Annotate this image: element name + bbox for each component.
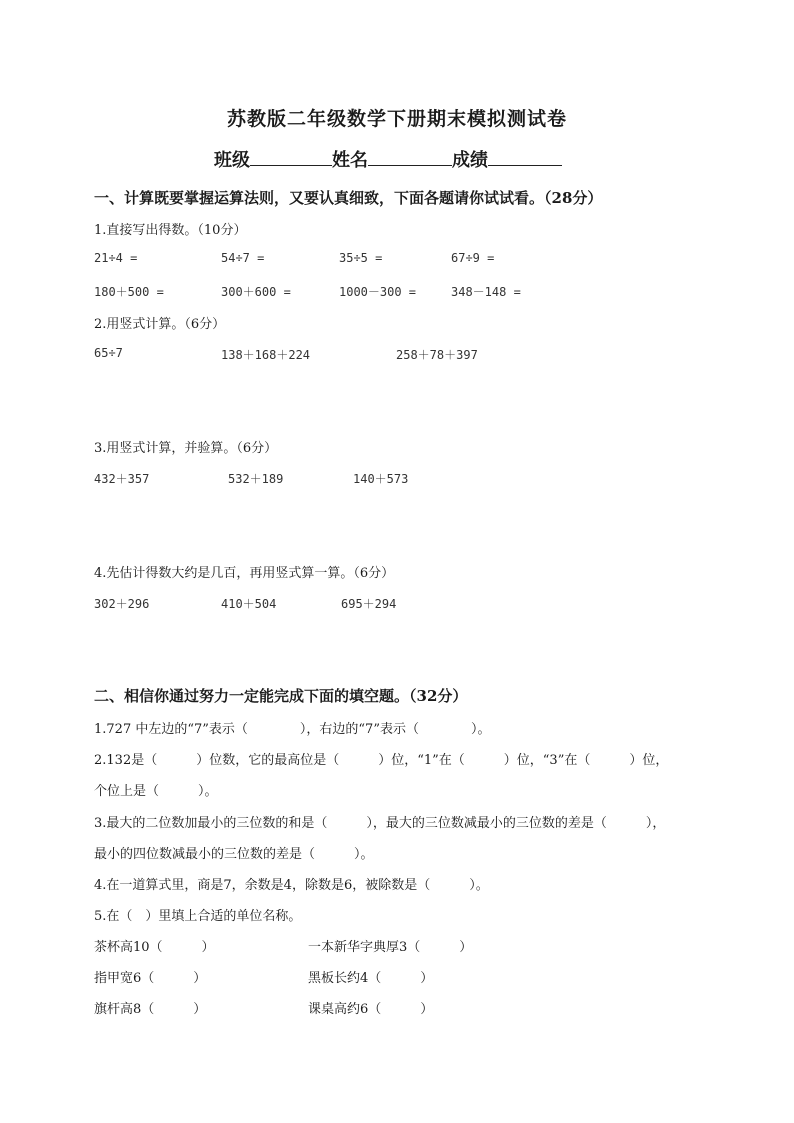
s1-q3-expr: 532＋189 xyxy=(228,472,284,486)
s2-q5-item: 指甲宽6（ ） xyxy=(94,971,207,986)
s1-q3-label: 3.用竖式计算，并验算。（6分） xyxy=(94,441,278,456)
s2-q2-line2: 个位上是（ ）。 xyxy=(94,784,218,799)
s2-q3-line1: 3.最大的二位数加最小的三位数的和是（ ），最大的三位数减最小的三位数的差是（ ）， xyxy=(94,816,666,831)
s1-q1-expr: 54÷7 = xyxy=(221,251,265,265)
s1-q4-expr: 410＋504 xyxy=(221,597,277,611)
score-blank[interactable] xyxy=(488,147,562,166)
s1-q1-expr: 180＋500 = xyxy=(94,285,164,299)
s1-q4-expr: 302＋296 xyxy=(94,597,150,611)
s2-q5-item: 课桌高约6（ ） xyxy=(308,1002,434,1017)
class-label: 班级 xyxy=(214,150,250,171)
s1-q1-expr: 35÷5 = xyxy=(339,251,383,265)
s1-q3-expr: 140＋573 xyxy=(353,472,409,486)
s1-q1-expr: 348－148 = xyxy=(451,285,521,299)
section1-heading: 一、计算既要掌握运算法则，又要认真细致，下面各题请你试试看。（28分） xyxy=(94,189,603,207)
s2-q5-item: 一本新华字典厚3（ ） xyxy=(308,940,473,955)
s1-q1-expr: 1000－300 = xyxy=(339,285,417,299)
s2-q4: 4.在一道算式里，商是7，余数是4，除数是6，被除数是（ ）。 xyxy=(94,878,489,893)
s1-q1-label: 1.直接写出得数。（10分） xyxy=(94,223,247,238)
name-label: 姓名 xyxy=(332,150,368,171)
s1-q1-expr: 21÷4 = xyxy=(94,251,138,265)
s1-q4-expr: 695＋294 xyxy=(341,597,397,611)
s1-q2-expr: 138＋168＋224 xyxy=(221,348,311,362)
s2-q1: 1.727 中左边的“7”表示（ ），右边的“7”表示（ ）。 xyxy=(94,722,491,737)
s1-q4-label: 4.先估计得数大约是几百，再用竖式算一算。（6分） xyxy=(94,566,395,581)
score-label: 成绩 xyxy=(452,150,488,171)
s2-q2-line1: 2.132是（ ）位数，它的最高位是（ ）位，“1”在（ ）位，“3”在（ ）位， xyxy=(94,753,669,768)
class-blank[interactable] xyxy=(250,147,332,166)
s2-q3-line2: 最小的四位数减最小的三位数的差是（ ）。 xyxy=(94,847,374,862)
s1-q1-expr: 67÷9 = xyxy=(451,251,495,265)
s2-q5-item: 黑板长约4（ ） xyxy=(308,971,434,986)
s1-q3-expr: 432＋357 xyxy=(94,472,150,486)
s1-q2-expr: 65÷7 xyxy=(94,346,123,360)
s1-q2-label: 2.用竖式计算。（6分） xyxy=(94,317,226,332)
s2-q5-label: 5.在（ ）里填上合适的单位名称。 xyxy=(94,909,302,924)
name-blank[interactable] xyxy=(368,147,452,166)
section2-heading: 二、相信你通过努力一定能完成下面的填空题。（32分） xyxy=(94,687,468,705)
s1-q1-expr: 300＋600 = xyxy=(221,285,291,299)
s2-q5-item: 茶杯高10（ ） xyxy=(94,940,215,955)
s2-q5-item: 旗杆高8（ ） xyxy=(94,1002,207,1017)
s1-q2-expr: 258＋78＋397 xyxy=(396,348,478,362)
page-title: 苏教版二年级数学下册期末模拟测试卷 xyxy=(226,108,567,130)
student-info-line xyxy=(214,146,562,172)
